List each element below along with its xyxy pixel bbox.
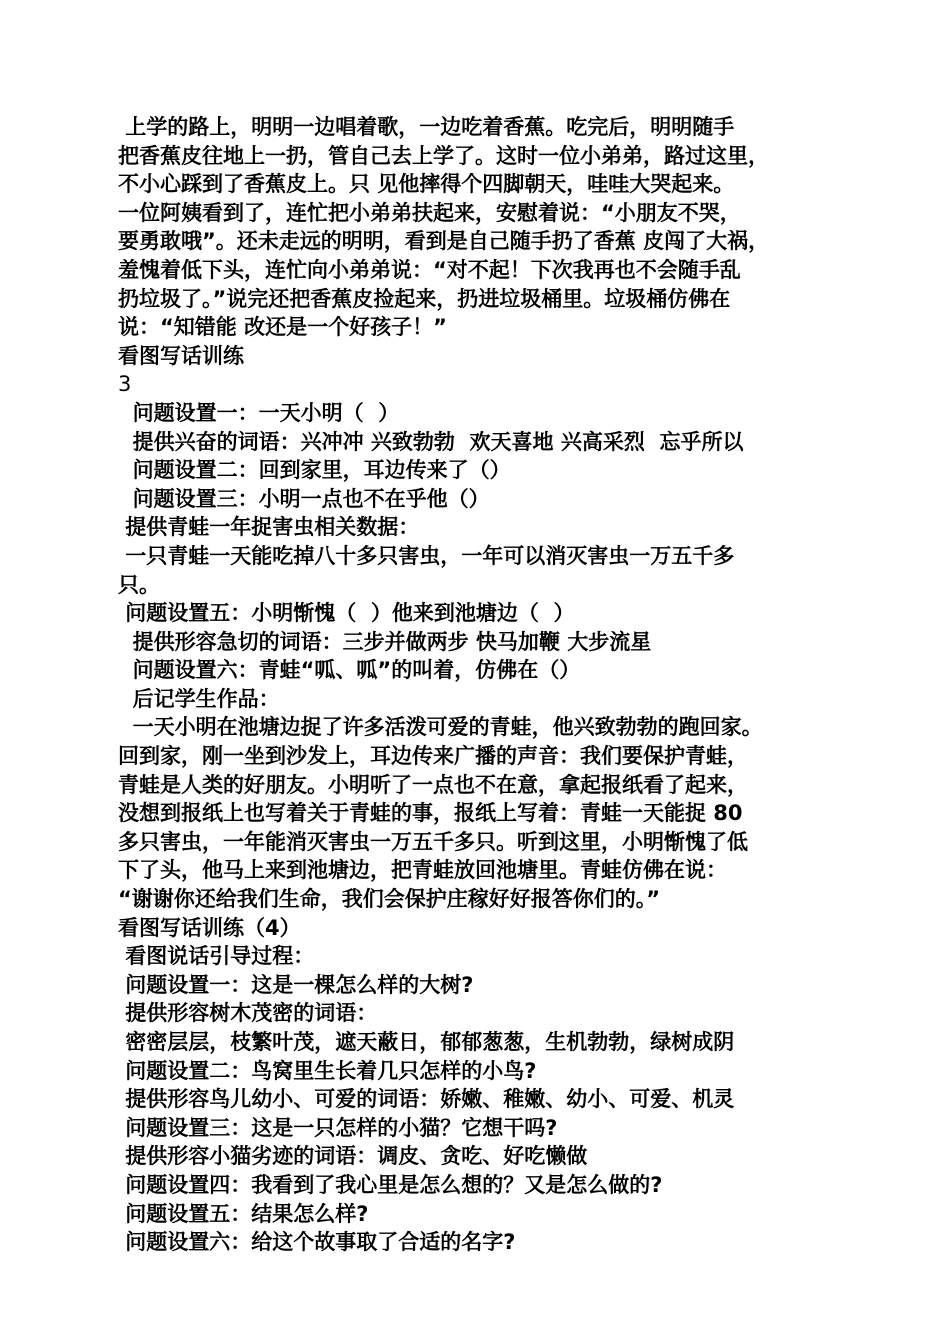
word-list-line: 提供形容树木茂密的词语： bbox=[118, 1001, 378, 1026]
question-line: 问题设置五：结果怎么样? bbox=[118, 1201, 369, 1226]
word-list-line: 提供形容急切的词语：三步并做两步 快马加鞭 大步流星 bbox=[118, 629, 652, 654]
student-work-heading: 后记学生作品： bbox=[118, 686, 280, 711]
paragraph-line: 青蛙是人类的好朋友。小明听了一点也不在意，拿起报纸看了起来， bbox=[118, 772, 748, 797]
paragraph-line: 一天小明在池塘边捉了许多活泼可爱的青蛙，他兴致勃勃的跑回家。 bbox=[118, 715, 763, 740]
question-line: 问题设置六：给这个故事取了合适的名字? bbox=[118, 1230, 516, 1255]
paragraph-line: 回到家，刚一坐到沙发上，耳边传来广播的声音：我们要保护青蛙， bbox=[118, 744, 748, 769]
paragraph-line: 把香蕉皮往地上一扔，管自己去上学了。这时一位小弟弟，路过这里， bbox=[118, 143, 769, 168]
paragraph-line: 羞愧着低下头，连忙向小弟弟说：“对不起！下次我再也不会随手乱 bbox=[118, 257, 741, 282]
question-line: 问题设置五：小明惭愧（ ）他来到池塘边（ ） bbox=[118, 601, 575, 626]
paragraph-line: 要勇敢哦”。还未走远的明明，看到是自己随手扔了香蕉 皮闯了大祸， bbox=[118, 229, 770, 254]
word-list-line: 提供兴奋的词语：兴冲冲 兴致勃勃 欢天喜地 兴高采烈 忘乎所以 bbox=[118, 429, 744, 454]
guide-heading: 看图说话引导过程： bbox=[118, 944, 315, 969]
data-line: 提供青蛙一年捉害虫相关数据： bbox=[118, 515, 420, 540]
section-heading: 看图写话训练（4） bbox=[118, 915, 301, 940]
paragraph-line: 扔垃圾了。”说完还把香蕉皮捡起来，扔进垃圾桶里。垃圾桶仿佛在 bbox=[118, 286, 731, 311]
paragraph-line: 一位阿姨看到了，连忙把小弟弟扶起来，安慰着说：“小朋友不哭， bbox=[118, 200, 741, 225]
question-line: 问题设置二：回到家里，耳边传来了（） bbox=[118, 458, 511, 483]
section-number: 3 bbox=[118, 372, 132, 397]
word-list-line: 密密层层，枝繁叶茂，遮天蔽日，郁郁葱葱，生机勃勃，绿树成阴 bbox=[118, 1030, 735, 1054]
paragraph-line: 不小心踩到了香蕉皮上。只 见他摔得个四脚朝天，哇哇大哭起来。 bbox=[118, 172, 735, 197]
question-line: 问题设置一：这是一棵怎么样的大树? bbox=[118, 972, 474, 997]
paragraph-line: 说：“知错能 改还是一个好孩子！” bbox=[118, 315, 447, 340]
paragraph-line: 下了头，他马上来到池塘边，把青蛙放回池塘里。青蛙仿佛在说： bbox=[118, 858, 727, 883]
paragraph-line: “谢谢你还给我们生命，我们会保护庄稼好好报答你们的。” bbox=[118, 887, 661, 912]
word-list-line: 提供形容小猫劣迹的词语：调皮、贪吃、好吃懒做 bbox=[118, 1144, 588, 1169]
word-list-line: 提供形容鸟儿幼小、可爱的词语：娇嫩、稚嫩、幼小、可爱、机灵 bbox=[118, 1087, 735, 1112]
question-line: 问题设置三：小明一点也不在乎他（） bbox=[118, 486, 490, 511]
question-line: 问题设置三：这是一只怎样的小猫？它想干吗? bbox=[118, 1115, 558, 1140]
data-line: 只。 bbox=[118, 572, 160, 597]
paragraph-line: 上学的路上，明明一边唱着歌，一边吃着香蕉。吃完后，明明随手 bbox=[118, 115, 735, 139]
paragraph-line: 多只害虫，一年能消灭害虫一万五千多只。听到这里，小明惭愧了低 bbox=[118, 829, 748, 854]
question-line: 问题设置六：青蛙“呱、呱”的叫着，仿佛在（） bbox=[118, 658, 581, 683]
paragraph-line: 没想到报纸上也写着关于青蛙的事，报纸上写着：青蛙一天能捉 80 bbox=[118, 801, 743, 826]
document-body bbox=[118, 113, 848, 1257]
data-line: 一只青蛙一天能吃掉八十多只害虫，一年可以消灭害虫一万五千多 bbox=[118, 543, 735, 568]
question-line: 问题设置一：一天小明（ ） bbox=[118, 400, 400, 425]
section-heading: 看图写话训练 bbox=[118, 343, 244, 368]
question-line: 问题设置四：我看到了我心里是怎么想的？又是怎么做的? bbox=[118, 1172, 663, 1197]
question-line: 问题设置二：鸟窝里生长着几只怎样的小鸟? bbox=[118, 1058, 537, 1083]
